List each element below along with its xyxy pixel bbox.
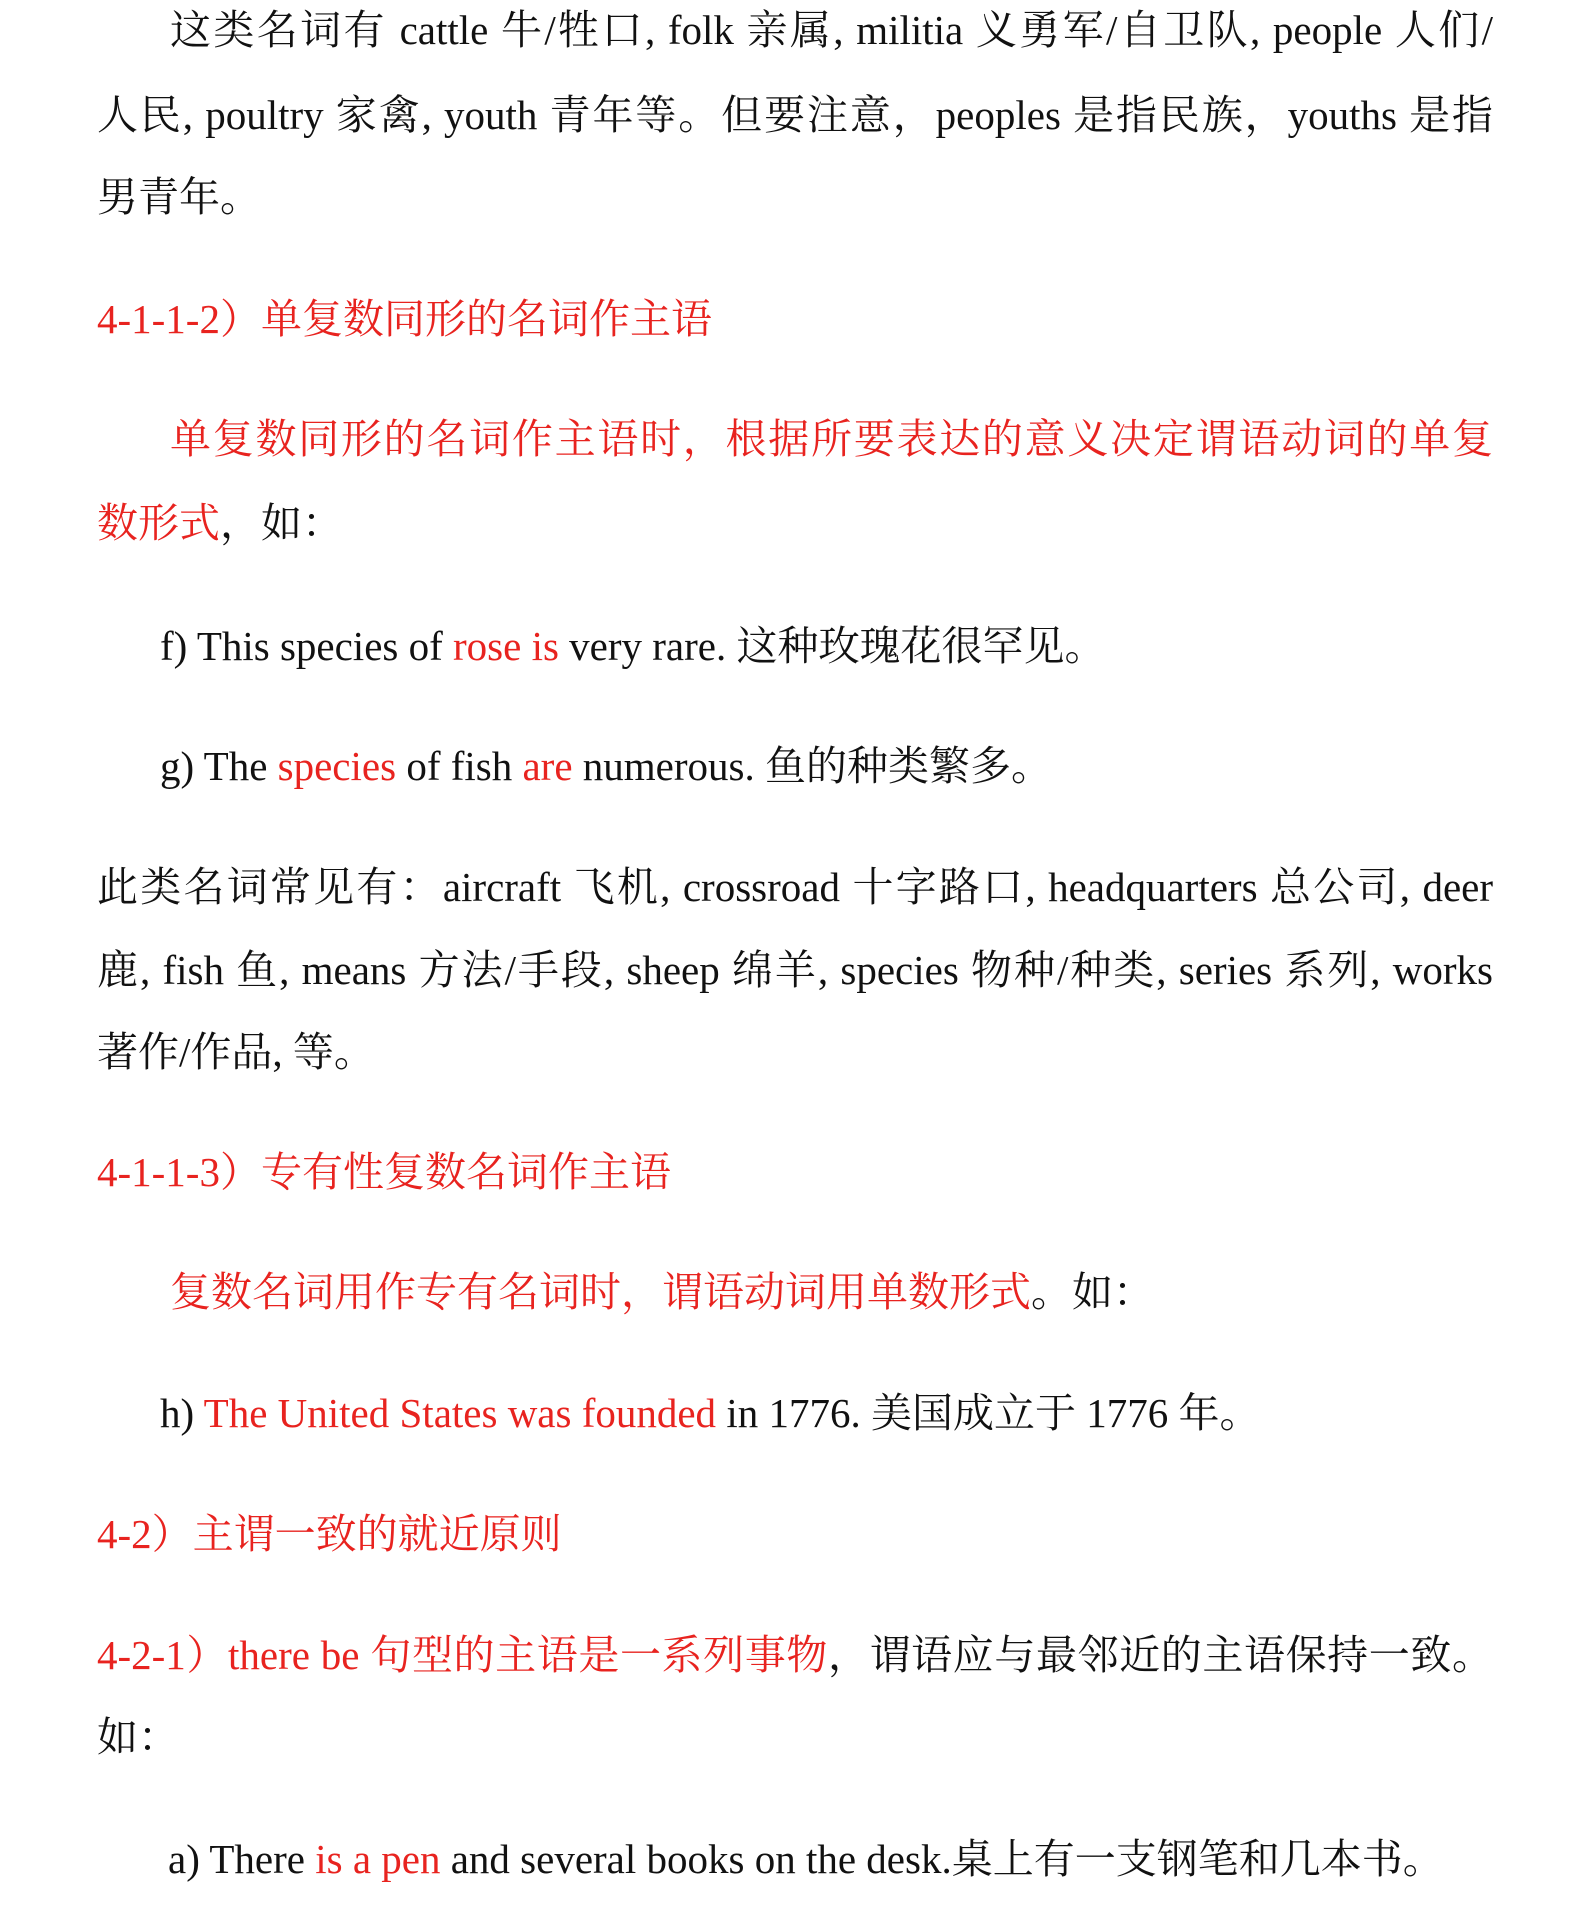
rule-4-1-1-3 <box>170 1267 1154 1317</box>
example-g-highlight-2: are <box>522 743 573 789</box>
rule-4-1-1-2-line-1-text: 单复数同形的名词作主语时，根据所要表达的意义决定谓语动词的单复 <box>170 416 1493 462</box>
intro-line-1 <box>170 5 1493 55</box>
example-g <box>160 741 1052 791</box>
section-heading-4-1-1-2 <box>97 294 712 344</box>
rule-4-1-1-2-line-1 <box>170 414 1493 464</box>
example-a-highlight: is a pen <box>315 1836 441 1882</box>
section-heading-4-1-1-3-text: 4-1-1-3）专有性复数名词作主语 <box>97 1149 671 1195</box>
example-g-pre: g) The <box>160 743 278 789</box>
noun-list-line-3-text: 著作/作品, 等。 <box>97 1029 375 1075</box>
noun-list-line-1 <box>97 862 1493 912</box>
section-heading-4-2-1 <box>97 1630 1493 1680</box>
rule-4-1-1-3-black-text: 。如： <box>1031 1269 1154 1315</box>
example-f-pre: f) This species of <box>160 623 454 669</box>
example-a-post: and several books on the desk.桌上有一支钢笔和几本书。 <box>440 1836 1444 1882</box>
intro-line-3 <box>97 172 261 222</box>
noun-list-line-2 <box>97 945 1493 995</box>
example-f-highlight: rose is <box>453 623 559 669</box>
section-heading-4-1-1-2-text: 4-1-1-2）单复数同形的名词作主语 <box>97 296 712 342</box>
example-g-mid: of fish <box>396 743 523 789</box>
section-heading-4-2 <box>97 1509 562 1559</box>
example-a-pre: a) There <box>168 1836 316 1882</box>
example-a <box>168 1834 1444 1884</box>
noun-list-line-3 <box>97 1027 375 1077</box>
example-f-post: very rare. 这种玫瑰花很罕见。 <box>558 623 1106 669</box>
example-g-post: numerous. 鱼的种类繁多。 <box>572 743 1052 789</box>
section-4-2-1-line-2-text: 如： <box>97 1714 179 1760</box>
noun-list-line-1-text: 此类名词常见有：aircraft 飞机, crossroad 十字路口, headquarters 总公司, deer <box>97 864 1493 910</box>
example-h <box>160 1388 1260 1438</box>
noun-list-line-2-text: 鹿, fish 鱼, means 方法/手段, sheep 绵羊, species 物种/种类, series 系列, works <box>97 947 1493 993</box>
rule-4-1-1-2-black-text: ，如： <box>220 500 343 546</box>
intro-line-2 <box>97 90 1493 140</box>
section-heading-4-1-1-3 <box>97 1147 671 1197</box>
example-f <box>160 621 1105 671</box>
rule-4-1-1-2-line-2 <box>97 498 343 548</box>
rule-4-1-1-3-red-text: 复数名词用作专有名词时，谓语动词用单数形式 <box>170 1269 1031 1315</box>
example-h-highlight: The United States was founded <box>203 1390 717 1436</box>
intro-line-2-text: 人民, poultry 家禽, youth 青年等。但要注意，peoples 是指民族，youths 是指 <box>97 92 1493 138</box>
section-heading-4-2-1-black-text: ，谓语应与最邻近的主语保持一致。 <box>827 1632 1493 1678</box>
section-heading-4-2-text: 4-2）主谓一致的就近原则 <box>97 1511 562 1557</box>
section-4-2-1-line-2 <box>97 1712 179 1762</box>
section-heading-4-2-1-red-text: 4-2-1）there be 句型的主语是一系列事物 <box>97 1632 828 1678</box>
example-h-pre: h) <box>160 1390 204 1436</box>
rule-4-1-1-2-red-text: 数形式 <box>97 500 220 546</box>
example-h-post: in 1776. 美国成立于 1776 年。 <box>716 1390 1261 1436</box>
example-g-highlight-1: species <box>277 743 397 789</box>
intro-line-1-text: 这类名词有 cattle 牛/牲口, folk 亲属, militia 义勇军/自卫队, people 人们/ <box>170 7 1493 53</box>
intro-line-3-text: 男青年。 <box>97 174 261 220</box>
